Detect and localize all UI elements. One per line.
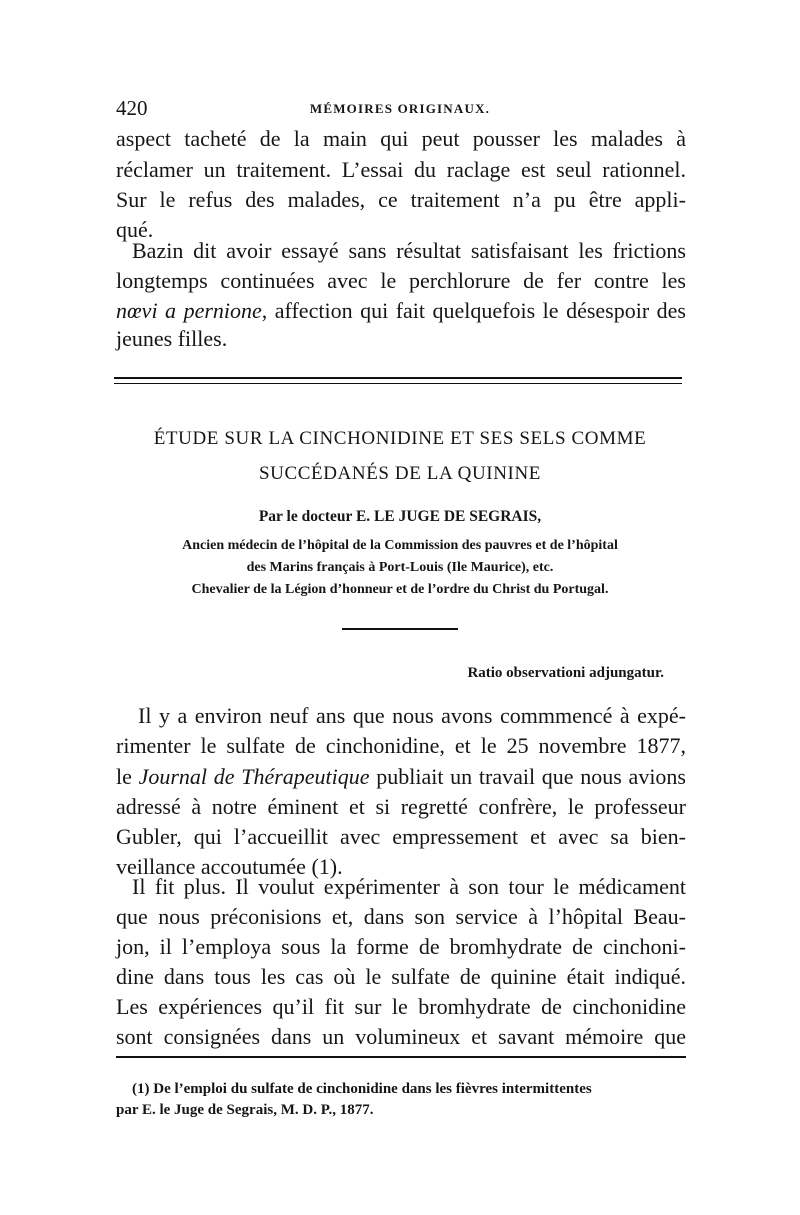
prev-text-line: nœvi a pernione, affection qui fait quelquefois le désespoir des bbox=[116, 298, 686, 323]
separator-rule-top bbox=[114, 377, 682, 379]
author-affiliation: Ancien médecin de l’hôpital de la Commission des pauvres et de l’hôpital bbox=[182, 538, 618, 553]
italic-term: nœvi a pernione bbox=[116, 298, 262, 323]
prev-text-line: longtemps continuées avec le perchlorure de fer contre les bbox=[116, 268, 686, 293]
footnote-rule bbox=[116, 1056, 686, 1058]
epigraph: Ratio observationi adjungatur. bbox=[467, 665, 664, 681]
body-text-line: que nous préconisions et, dans son service à l’hôpital Beau- bbox=[116, 904, 686, 929]
prev-text-line: Sur le refus des malades, ce traitement n’a pu être appli- bbox=[116, 187, 686, 212]
prev-text-line: aspect tacheté de la main qui peut pousser les malades à bbox=[116, 126, 686, 151]
body-text-line: dine dans tous les cas où le sulfate de quinine était indiqué. bbox=[116, 964, 686, 989]
body-text-line: veillance accoutumée (1). bbox=[116, 854, 343, 879]
body-text-line: adressé à notre éminent et si regretté confrère, le professeur bbox=[116, 794, 686, 819]
body-text-line: rimenter le sulfate de cinchonidine, et le 25 novembre 1877, bbox=[116, 733, 686, 758]
separator-rule-bottom bbox=[114, 383, 682, 384]
article-author: Par le docteur E. LE JUGE DE SEGRAIS, bbox=[258, 508, 542, 525]
short-divider-rule bbox=[342, 628, 458, 630]
body-text-line: le Journal de Thérapeutique publiait un travail que nous avions bbox=[116, 764, 686, 789]
prev-text-line: Bazin dit avoir essayé sans résultat satisfaisant les frictions bbox=[132, 238, 686, 263]
prev-text-line: jeunes filles. bbox=[116, 326, 228, 351]
body-text-line: Il fit plus. Il voulut expérimenter à son tour le médicament bbox=[132, 874, 686, 899]
article-title-line-2: SUCCÉDANÉS DE LA QUININE bbox=[259, 463, 541, 484]
prev-text-line: réclamer un traitement. L’essai du raclage est seul rationnel. bbox=[116, 157, 686, 182]
body-text-line: jon, il l’employa sous la forme de bromhydrate de cinchoni- bbox=[116, 934, 686, 959]
footnote-line: (1) De l’emploi du sulfate de cinchonidine dans les fièvres intermittentes bbox=[132, 1081, 592, 1097]
author-affiliation: des Marins français à Port-Louis (Ile Maurice), etc. bbox=[246, 560, 554, 575]
journal-section-title: MÉMOIRES ORIGINAUX. bbox=[309, 101, 491, 116]
running-head bbox=[116, 96, 684, 126]
article-title-line-1: ÉTUDE SUR LA CINCHONIDINE ET SES SELS COMME bbox=[153, 428, 647, 449]
body-text-line: Gubler, qui l’accueillit avec empressement et avec sa bien- bbox=[116, 824, 686, 849]
prev-text-line: qué. bbox=[116, 217, 154, 242]
body-text-line: sont consignées dans un volumineux et savant mémoire que bbox=[116, 1024, 686, 1049]
footnote-line: par E. le Juge de Segrais, M. D. P., 1877. bbox=[116, 1102, 374, 1118]
page-number: 420 bbox=[116, 96, 148, 120]
body-text-line: Les expériences qu’il fit sur le bromhydrate de cinchonidine bbox=[116, 994, 686, 1019]
body-text-line: Il y a environ neuf ans que nous avons commmencé à expé- bbox=[138, 703, 686, 728]
journal-name: Journal de Thérapeutique bbox=[138, 764, 370, 789]
author-affiliation: Chevalier de la Légion d’honneur et de l’ordre du Christ du Portugal. bbox=[191, 582, 609, 597]
